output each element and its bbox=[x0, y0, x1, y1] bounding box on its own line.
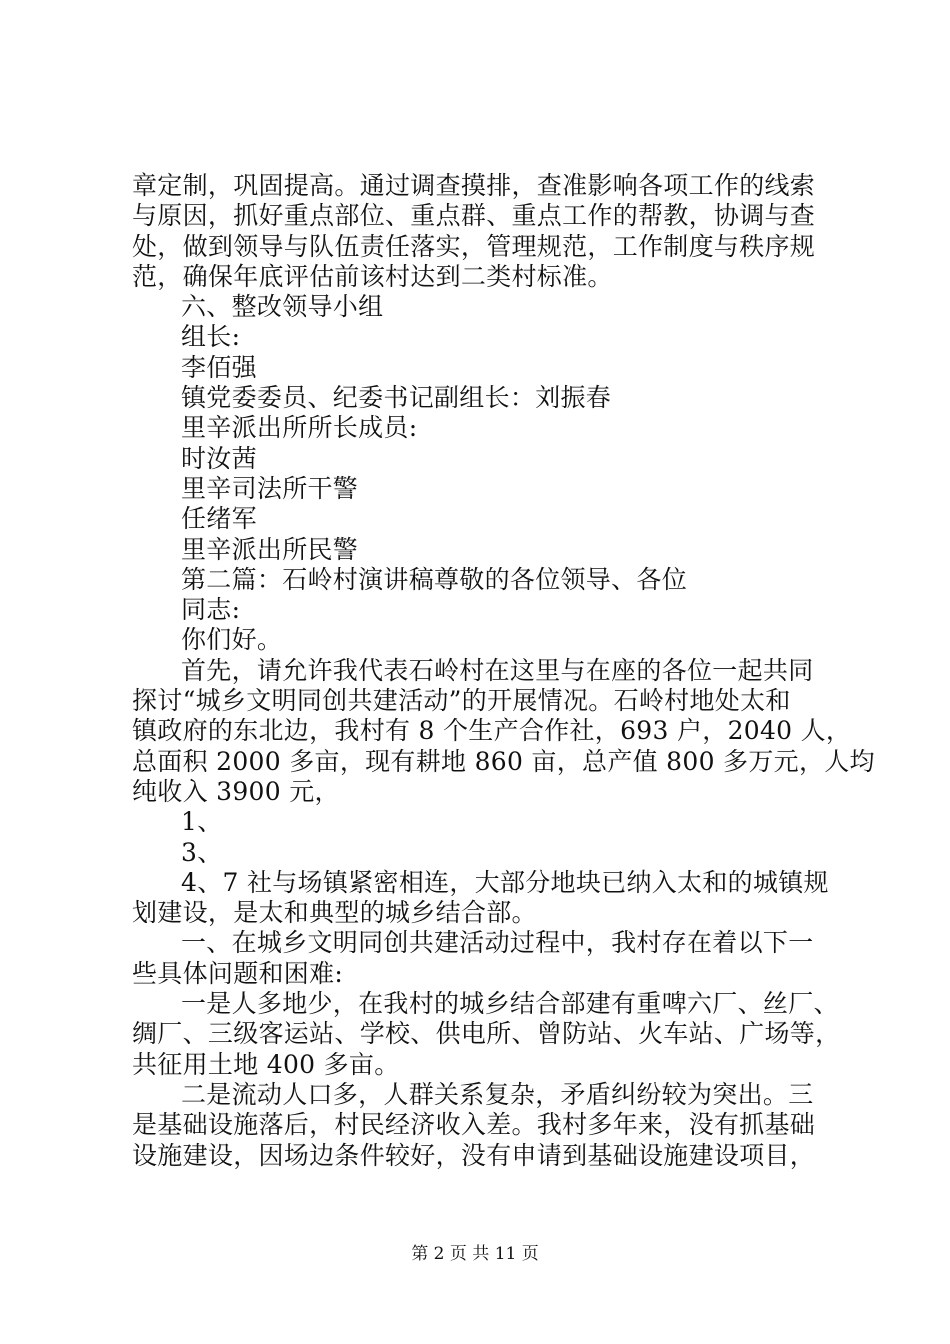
text-line: 共征用土地 400 多亩。 bbox=[132, 1049, 400, 1079]
text-line: 4、7 社与场镇紧密相连，大部分地块已纳入太和的城镇规 bbox=[181, 867, 829, 897]
text-line: 处，做到领导与队伍责任落实，管理规范，工作制度与秩序规 bbox=[132, 231, 816, 261]
text-line: 镇政府的东北边，我村有 8 个生产合作社，693 户，2040 人， bbox=[132, 716, 852, 746]
page-footer: 第 2 页 共 11 页 bbox=[411, 1244, 539, 1264]
text-line: 绸厂、三级客运站、学校、供电所、曾防站、火车站、广场等， bbox=[132, 1019, 841, 1049]
text-line: 时汝茜 bbox=[181, 443, 257, 473]
text-line: 首先，请允许我代表石岭村在这里与在座的各位一起共同 bbox=[181, 655, 814, 685]
text-line: 1、 bbox=[181, 807, 223, 837]
text-line: 里辛派出所所长成员: bbox=[181, 413, 418, 443]
text-line: 纯收入 3900 元， bbox=[132, 776, 340, 806]
text-line: 些具体问题和困难: bbox=[132, 958, 344, 988]
text-line: 六、整改领导小组 bbox=[181, 292, 384, 322]
text-line: 探讨“城乡文明同创共建活动”的开展情况。石岭村地处太和 bbox=[132, 686, 791, 716]
text-line: 章定制，巩固提高。通过调查摸排，查准影响各项工作的线索 bbox=[132, 171, 816, 200]
text-line: 总面积 2000 多亩，现有耕地 860 亩，总产值 800 多万元，人均 bbox=[132, 746, 875, 776]
text-line: 一、在城乡文明同创共建活动过程中，我村存在着以下一 bbox=[181, 928, 814, 958]
text-line: 同志: bbox=[181, 595, 241, 625]
text-line: 组长: bbox=[181, 322, 241, 352]
text-line: 设施建设，因场边条件较好，没有申请到基础设施建设项目， bbox=[132, 1140, 816, 1170]
text-line: 第二篇：石岭村演讲稿尊敬的各位领导、各位 bbox=[181, 564, 688, 594]
text-line: 李佰强 bbox=[181, 352, 257, 382]
document-body bbox=[132, 171, 875, 1171]
text-line: 3、 bbox=[181, 837, 223, 867]
text-line: 划建设，是太和典型的城乡结合部。 bbox=[132, 898, 537, 928]
text-line: 二是流动人口多，人群关系复杂，矛盾纠纷较为突出。三 bbox=[181, 1079, 814, 1109]
text-line: 你们好。 bbox=[181, 625, 283, 655]
text-line: 与原因，抓好重点部位、重点群、重点工作的帮教，协调与查 bbox=[132, 201, 816, 231]
text-line: 范，确保年底评估前该村达到二类村标准。 bbox=[132, 261, 613, 291]
text-line: 镇党委委员、纪委书记副组长：刘振春 bbox=[181, 383, 612, 413]
text-line: 是基础设施落后，村民经济收入差。我村多年来，没有抓基础 bbox=[132, 1110, 816, 1140]
text-line: 一是人多地少，在我村的城乡结合部建有重啤六厂、丝厂、 bbox=[181, 989, 839, 1019]
text-line: 里辛司法所干警 bbox=[181, 473, 359, 503]
text-line: 里辛派出所民警 bbox=[181, 534, 359, 564]
text-line: 任绪军 bbox=[181, 504, 257, 534]
